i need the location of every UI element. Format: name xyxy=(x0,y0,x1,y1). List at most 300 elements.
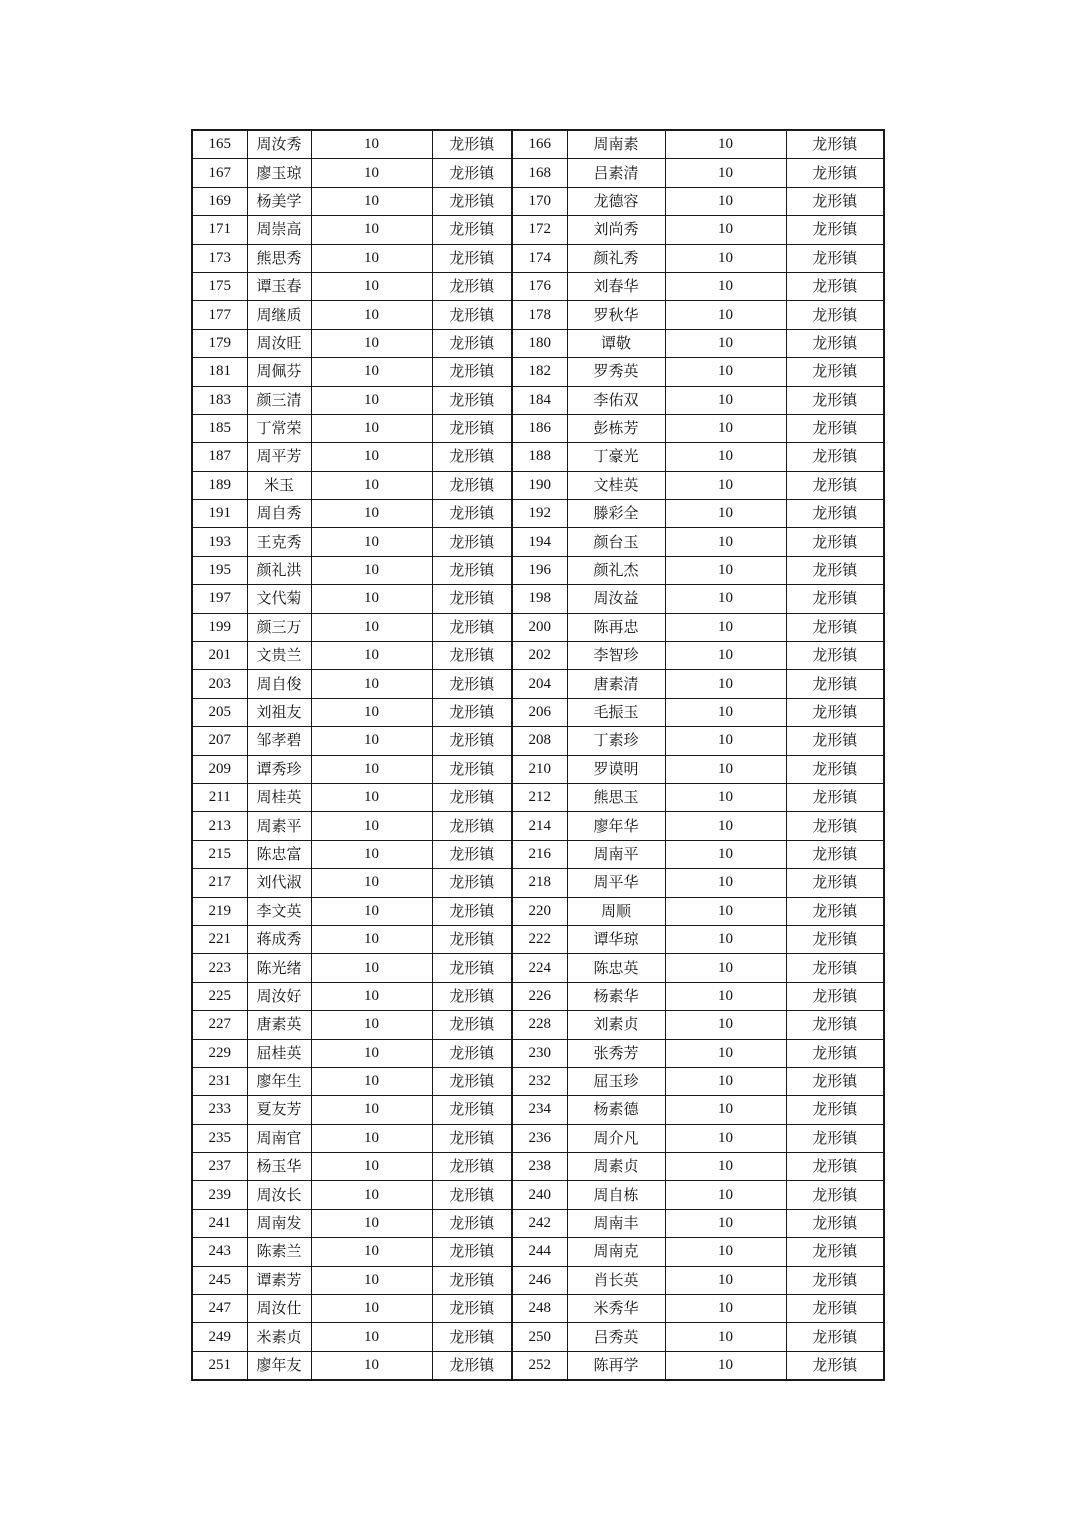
town-cell: 龙形镇 xyxy=(432,500,512,528)
row-number-cell: 236 xyxy=(512,1124,567,1152)
row-number-cell: 179 xyxy=(192,329,247,357)
row-number-cell: 196 xyxy=(512,556,567,584)
amount-cell: 10 xyxy=(311,1011,432,1039)
row-number-cell: 178 xyxy=(512,301,567,329)
table-row xyxy=(192,1096,884,1124)
amount-cell: 10 xyxy=(665,130,786,159)
town-cell: 龙形镇 xyxy=(786,642,884,670)
amount-cell: 10 xyxy=(311,585,432,613)
amount-cell: 10 xyxy=(665,1124,786,1152)
row-number-cell: 234 xyxy=(512,1096,567,1124)
town-cell: 龙形镇 xyxy=(432,1209,512,1237)
table-row xyxy=(192,528,884,556)
amount-cell: 10 xyxy=(665,698,786,726)
town-cell: 龙形镇 xyxy=(786,1039,884,1067)
row-number-cell: 212 xyxy=(512,783,567,811)
amount-cell: 10 xyxy=(665,358,786,386)
amount-cell: 10 xyxy=(311,272,432,300)
table-row xyxy=(192,329,884,357)
table-row xyxy=(192,812,884,840)
town-cell: 龙形镇 xyxy=(432,1351,512,1380)
name-cell: 杨美学 xyxy=(247,187,311,215)
amount-cell: 10 xyxy=(665,1067,786,1095)
town-cell: 龙形镇 xyxy=(786,670,884,698)
amount-cell: 10 xyxy=(311,1238,432,1266)
row-number-cell: 188 xyxy=(512,443,567,471)
row-number-cell: 167 xyxy=(192,159,247,187)
table-row xyxy=(192,897,884,925)
town-cell: 龙形镇 xyxy=(432,216,512,244)
name-cell: 谭秀珍 xyxy=(247,755,311,783)
row-number-cell: 173 xyxy=(192,244,247,272)
amount-cell: 10 xyxy=(665,982,786,1010)
name-cell: 吕秀英 xyxy=(567,1323,665,1351)
table-row xyxy=(192,1351,884,1380)
row-number-cell: 205 xyxy=(192,698,247,726)
row-number-cell: 219 xyxy=(192,897,247,925)
amount-cell: 10 xyxy=(665,414,786,442)
name-cell: 熊思玉 xyxy=(567,783,665,811)
row-number-cell: 222 xyxy=(512,925,567,953)
town-cell: 龙形镇 xyxy=(786,414,884,442)
town-cell: 龙形镇 xyxy=(786,613,884,641)
town-cell: 龙形镇 xyxy=(432,130,512,159)
amount-cell: 10 xyxy=(665,1209,786,1237)
table-row xyxy=(192,1323,884,1351)
amount-cell: 10 xyxy=(665,1351,786,1380)
row-number-cell: 228 xyxy=(512,1011,567,1039)
name-cell: 唐素英 xyxy=(247,1011,311,1039)
name-cell: 周汝益 xyxy=(567,585,665,613)
row-number-cell: 183 xyxy=(192,386,247,414)
row-number-cell: 186 xyxy=(512,414,567,442)
amount-cell: 10 xyxy=(311,500,432,528)
amount-cell: 10 xyxy=(665,642,786,670)
row-number-cell: 238 xyxy=(512,1153,567,1181)
row-number-cell: 246 xyxy=(512,1266,567,1294)
amount-cell: 10 xyxy=(665,783,786,811)
town-cell: 龙形镇 xyxy=(786,840,884,868)
amount-cell: 10 xyxy=(311,897,432,925)
table-row xyxy=(192,414,884,442)
row-number-cell: 240 xyxy=(512,1181,567,1209)
row-number-cell: 250 xyxy=(512,1323,567,1351)
table-row xyxy=(192,954,884,982)
name-cell: 文代菊 xyxy=(247,585,311,613)
table-row xyxy=(192,1011,884,1039)
amount-cell: 10 xyxy=(665,159,786,187)
amount-cell: 10 xyxy=(311,301,432,329)
table-row xyxy=(192,301,884,329)
name-cell: 周平华 xyxy=(567,869,665,897)
town-cell: 龙形镇 xyxy=(432,301,512,329)
name-cell: 廖年生 xyxy=(247,1067,311,1095)
row-number-cell: 252 xyxy=(512,1351,567,1380)
table-row xyxy=(192,386,884,414)
town-cell: 龙形镇 xyxy=(786,755,884,783)
row-number-cell: 174 xyxy=(512,244,567,272)
town-cell: 龙形镇 xyxy=(786,216,884,244)
row-number-cell: 229 xyxy=(192,1039,247,1067)
name-cell: 文桂英 xyxy=(567,471,665,499)
row-number-cell: 202 xyxy=(512,642,567,670)
town-cell: 龙形镇 xyxy=(786,1238,884,1266)
table-row xyxy=(192,840,884,868)
town-cell: 龙形镇 xyxy=(432,642,512,670)
amount-cell: 10 xyxy=(311,869,432,897)
name-cell: 罗秋华 xyxy=(567,301,665,329)
row-number-cell: 187 xyxy=(192,443,247,471)
row-number-cell: 191 xyxy=(192,500,247,528)
town-cell: 龙形镇 xyxy=(432,1124,512,1152)
town-cell: 龙形镇 xyxy=(432,244,512,272)
amount-cell: 10 xyxy=(311,216,432,244)
town-cell: 龙形镇 xyxy=(786,187,884,215)
table-row xyxy=(192,1209,884,1237)
name-cell: 颜礼秀 xyxy=(567,244,665,272)
amount-cell: 10 xyxy=(665,556,786,584)
table-row xyxy=(192,783,884,811)
amount-cell: 10 xyxy=(665,1181,786,1209)
name-cell: 龙德容 xyxy=(567,187,665,215)
town-cell: 龙形镇 xyxy=(432,698,512,726)
town-cell: 龙形镇 xyxy=(432,1096,512,1124)
name-cell: 周南克 xyxy=(567,1238,665,1266)
town-cell: 龙形镇 xyxy=(786,130,884,159)
table-row xyxy=(192,244,884,272)
name-cell: 周顺 xyxy=(567,897,665,925)
row-number-cell: 213 xyxy=(192,812,247,840)
table-row xyxy=(192,130,884,159)
name-cell: 颜三清 xyxy=(247,386,311,414)
amount-cell: 10 xyxy=(665,727,786,755)
row-number-cell: 225 xyxy=(192,982,247,1010)
name-cell: 谭玉春 xyxy=(247,272,311,300)
amount-cell: 10 xyxy=(311,386,432,414)
town-cell: 龙形镇 xyxy=(432,528,512,556)
row-number-cell: 245 xyxy=(192,1266,247,1294)
town-cell: 龙形镇 xyxy=(786,386,884,414)
name-cell: 陈忠英 xyxy=(567,954,665,982)
town-cell: 龙形镇 xyxy=(786,301,884,329)
amount-cell: 10 xyxy=(311,556,432,584)
town-cell: 龙形镇 xyxy=(786,869,884,897)
amount-cell: 10 xyxy=(311,840,432,868)
row-number-cell: 249 xyxy=(192,1323,247,1351)
name-cell: 邹孝碧 xyxy=(247,727,311,755)
name-cell: 颜礼杰 xyxy=(567,556,665,584)
amount-cell: 10 xyxy=(311,727,432,755)
name-cell: 罗谟明 xyxy=(567,755,665,783)
row-number-cell: 190 xyxy=(512,471,567,499)
town-cell: 龙形镇 xyxy=(432,272,512,300)
row-number-cell: 197 xyxy=(192,585,247,613)
name-cell: 唐素清 xyxy=(567,670,665,698)
town-cell: 龙形镇 xyxy=(786,1124,884,1152)
table-row xyxy=(192,727,884,755)
name-cell: 陈再学 xyxy=(567,1351,665,1380)
row-number-cell: 180 xyxy=(512,329,567,357)
row-number-cell: 194 xyxy=(512,528,567,556)
name-cell: 刘尚秀 xyxy=(567,216,665,244)
name-cell: 周南平 xyxy=(567,840,665,868)
row-number-cell: 227 xyxy=(192,1011,247,1039)
amount-cell: 10 xyxy=(665,443,786,471)
amount-cell: 10 xyxy=(311,670,432,698)
amount-cell: 10 xyxy=(311,982,432,1010)
town-cell: 龙形镇 xyxy=(786,698,884,726)
row-number-cell: 165 xyxy=(192,130,247,159)
name-cell: 丁常荣 xyxy=(247,414,311,442)
row-number-cell: 232 xyxy=(512,1067,567,1095)
name-cell: 熊思秀 xyxy=(247,244,311,272)
amount-cell: 10 xyxy=(311,159,432,187)
town-cell: 龙形镇 xyxy=(786,1266,884,1294)
name-cell: 周佩芬 xyxy=(247,358,311,386)
row-number-cell: 251 xyxy=(192,1351,247,1380)
name-cell: 张秀芳 xyxy=(567,1039,665,1067)
row-number-cell: 195 xyxy=(192,556,247,584)
row-number-cell: 207 xyxy=(192,727,247,755)
row-number-cell: 209 xyxy=(192,755,247,783)
name-cell: 罗秀英 xyxy=(567,358,665,386)
name-cell: 滕彩全 xyxy=(567,500,665,528)
name-cell: 屈玉珍 xyxy=(567,1067,665,1095)
town-cell: 龙形镇 xyxy=(432,1181,512,1209)
name-cell: 刘代淑 xyxy=(247,869,311,897)
amount-cell: 10 xyxy=(665,301,786,329)
row-number-cell: 181 xyxy=(192,358,247,386)
roster-table-body xyxy=(192,130,884,1380)
town-cell: 龙形镇 xyxy=(786,585,884,613)
town-cell: 龙形镇 xyxy=(432,812,512,840)
row-number-cell: 193 xyxy=(192,528,247,556)
town-cell: 龙形镇 xyxy=(786,812,884,840)
amount-cell: 10 xyxy=(665,585,786,613)
row-number-cell: 217 xyxy=(192,869,247,897)
town-cell: 龙形镇 xyxy=(432,1266,512,1294)
town-cell: 龙形镇 xyxy=(786,1209,884,1237)
name-cell: 刘素贞 xyxy=(567,1011,665,1039)
row-number-cell: 244 xyxy=(512,1238,567,1266)
town-cell: 龙形镇 xyxy=(786,1323,884,1351)
town-cell: 龙形镇 xyxy=(786,783,884,811)
town-cell: 龙形镇 xyxy=(432,982,512,1010)
amount-cell: 10 xyxy=(665,1153,786,1181)
amount-cell: 10 xyxy=(665,613,786,641)
name-cell: 米素贞 xyxy=(247,1323,311,1351)
amount-cell: 10 xyxy=(311,1039,432,1067)
amount-cell: 10 xyxy=(311,1295,432,1323)
amount-cell: 10 xyxy=(311,954,432,982)
row-number-cell: 224 xyxy=(512,954,567,982)
row-number-cell: 199 xyxy=(192,613,247,641)
town-cell: 龙形镇 xyxy=(786,471,884,499)
amount-cell: 10 xyxy=(665,812,786,840)
name-cell: 陈光绪 xyxy=(247,954,311,982)
row-number-cell: 220 xyxy=(512,897,567,925)
amount-cell: 10 xyxy=(311,1181,432,1209)
row-number-cell: 247 xyxy=(192,1295,247,1323)
amount-cell: 10 xyxy=(665,528,786,556)
town-cell: 龙形镇 xyxy=(432,358,512,386)
name-cell: 吕素清 xyxy=(567,159,665,187)
table-row xyxy=(192,500,884,528)
town-cell: 龙形镇 xyxy=(432,386,512,414)
name-cell: 夏友芳 xyxy=(247,1096,311,1124)
table-row xyxy=(192,159,884,187)
name-cell: 颜台玉 xyxy=(567,528,665,556)
row-number-cell: 210 xyxy=(512,755,567,783)
row-number-cell: 237 xyxy=(192,1153,247,1181)
row-number-cell: 211 xyxy=(192,783,247,811)
town-cell: 龙形镇 xyxy=(432,585,512,613)
town-cell: 龙形镇 xyxy=(786,358,884,386)
name-cell: 杨素华 xyxy=(567,982,665,1010)
amount-cell: 10 xyxy=(665,1295,786,1323)
name-cell: 周自栋 xyxy=(567,1181,665,1209)
name-cell: 廖玉琼 xyxy=(247,159,311,187)
table-row xyxy=(192,187,884,215)
name-cell: 米秀华 xyxy=(567,1295,665,1323)
row-number-cell: 201 xyxy=(192,642,247,670)
table-row xyxy=(192,1067,884,1095)
table-row xyxy=(192,585,884,613)
name-cell: 周介凡 xyxy=(567,1124,665,1152)
amount-cell: 10 xyxy=(311,471,432,499)
amount-cell: 10 xyxy=(665,1266,786,1294)
amount-cell: 10 xyxy=(665,272,786,300)
table-row xyxy=(192,1266,884,1294)
table-row xyxy=(192,613,884,641)
row-number-cell: 239 xyxy=(192,1181,247,1209)
town-cell: 龙形镇 xyxy=(786,443,884,471)
amount-cell: 10 xyxy=(311,755,432,783)
name-cell: 廖年友 xyxy=(247,1351,311,1380)
row-number-cell: 175 xyxy=(192,272,247,300)
row-number-cell: 223 xyxy=(192,954,247,982)
town-cell: 龙形镇 xyxy=(432,1238,512,1266)
amount-cell: 10 xyxy=(311,783,432,811)
town-cell: 龙形镇 xyxy=(432,670,512,698)
town-cell: 龙形镇 xyxy=(432,1323,512,1351)
name-cell: 谭华琼 xyxy=(567,925,665,953)
name-cell: 刘祖友 xyxy=(247,698,311,726)
name-cell: 周素平 xyxy=(247,812,311,840)
table-row xyxy=(192,1238,884,1266)
row-number-cell: 235 xyxy=(192,1124,247,1152)
name-cell: 周汝秀 xyxy=(247,130,311,159)
table-row xyxy=(192,698,884,726)
name-cell: 周自俊 xyxy=(247,670,311,698)
row-number-cell: 169 xyxy=(192,187,247,215)
name-cell: 周南官 xyxy=(247,1124,311,1152)
town-cell: 龙形镇 xyxy=(786,982,884,1010)
row-number-cell: 230 xyxy=(512,1039,567,1067)
row-number-cell: 170 xyxy=(512,187,567,215)
town-cell: 龙形镇 xyxy=(432,954,512,982)
town-cell: 龙形镇 xyxy=(786,329,884,357)
town-cell: 龙形镇 xyxy=(432,840,512,868)
name-cell: 周汝旺 xyxy=(247,329,311,357)
amount-cell: 10 xyxy=(311,925,432,953)
table-row xyxy=(192,925,884,953)
name-cell: 陈忠富 xyxy=(247,840,311,868)
table-row xyxy=(192,471,884,499)
name-cell: 周南素 xyxy=(567,130,665,159)
name-cell: 李文英 xyxy=(247,897,311,925)
row-number-cell: 248 xyxy=(512,1295,567,1323)
name-cell: 米玉 xyxy=(247,471,311,499)
town-cell: 龙形镇 xyxy=(432,1153,512,1181)
row-number-cell: 185 xyxy=(192,414,247,442)
row-number-cell: 231 xyxy=(192,1067,247,1095)
town-cell: 龙形镇 xyxy=(786,159,884,187)
table-row xyxy=(192,1181,884,1209)
row-number-cell: 241 xyxy=(192,1209,247,1237)
name-cell: 周平芳 xyxy=(247,443,311,471)
name-cell: 屈桂英 xyxy=(247,1039,311,1067)
row-number-cell: 182 xyxy=(512,358,567,386)
town-cell: 龙形镇 xyxy=(432,1067,512,1095)
amount-cell: 10 xyxy=(311,528,432,556)
table-row xyxy=(192,869,884,897)
name-cell: 杨玉华 xyxy=(247,1153,311,1181)
row-number-cell: 184 xyxy=(512,386,567,414)
amount-cell: 10 xyxy=(311,613,432,641)
amount-cell: 10 xyxy=(311,443,432,471)
name-cell: 彭栋芳 xyxy=(567,414,665,442)
town-cell: 龙形镇 xyxy=(432,897,512,925)
row-number-cell: 242 xyxy=(512,1209,567,1237)
town-cell: 龙形镇 xyxy=(786,1096,884,1124)
name-cell: 李佑双 xyxy=(567,386,665,414)
town-cell: 龙形镇 xyxy=(432,755,512,783)
amount-cell: 10 xyxy=(665,1096,786,1124)
name-cell: 谭敬 xyxy=(567,329,665,357)
row-number-cell: 171 xyxy=(192,216,247,244)
amount-cell: 10 xyxy=(665,329,786,357)
row-number-cell: 172 xyxy=(512,216,567,244)
name-cell: 文贵兰 xyxy=(247,642,311,670)
name-cell: 周崇高 xyxy=(247,216,311,244)
amount-cell: 10 xyxy=(665,670,786,698)
amount-cell: 10 xyxy=(311,130,432,159)
amount-cell: 10 xyxy=(311,812,432,840)
amount-cell: 10 xyxy=(311,1096,432,1124)
town-cell: 龙形镇 xyxy=(786,556,884,584)
row-number-cell: 214 xyxy=(512,812,567,840)
name-cell: 刘春华 xyxy=(567,272,665,300)
amount-cell: 10 xyxy=(665,1011,786,1039)
amount-cell: 10 xyxy=(311,1209,432,1237)
row-number-cell: 203 xyxy=(192,670,247,698)
row-number-cell: 189 xyxy=(192,471,247,499)
row-number-cell: 216 xyxy=(512,840,567,868)
amount-cell: 10 xyxy=(665,1039,786,1067)
name-cell: 周汝好 xyxy=(247,982,311,1010)
town-cell: 龙形镇 xyxy=(786,954,884,982)
amount-cell: 10 xyxy=(311,698,432,726)
town-cell: 龙形镇 xyxy=(786,272,884,300)
town-cell: 龙形镇 xyxy=(432,783,512,811)
town-cell: 龙形镇 xyxy=(786,500,884,528)
row-number-cell: 215 xyxy=(192,840,247,868)
amount-cell: 10 xyxy=(665,840,786,868)
name-cell: 李智珍 xyxy=(567,642,665,670)
amount-cell: 10 xyxy=(665,386,786,414)
town-cell: 龙形镇 xyxy=(432,869,512,897)
